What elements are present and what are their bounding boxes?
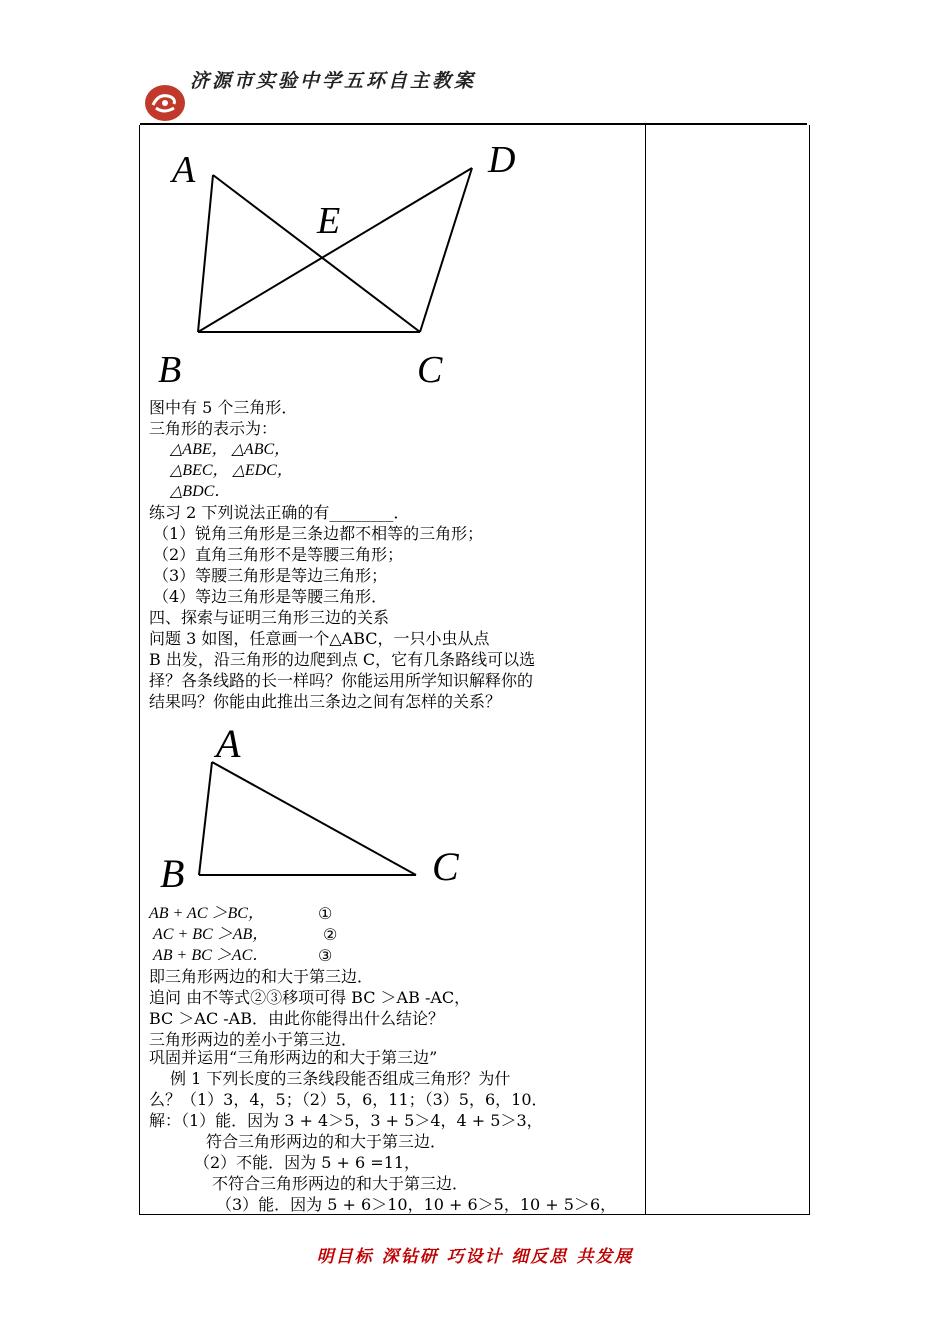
example-1-question-line-1: 例 1 下列长度的三条线段能否组成三角形？为什: [170, 1069, 511, 1088]
label-c: C: [432, 844, 459, 889]
example-1-answer-line-5: （3）能．因为 5 + 6＞10，10 + 6＞5，10 + 5＞6，: [216, 1195, 617, 1214]
segment-bd: [198, 168, 472, 332]
figure-triangle-abc: [150, 715, 480, 900]
exercise-2-item-3: （3）等腰三角形是等边三角形；: [153, 566, 388, 585]
section-4-heading: 四、探索与证明三角形三边的关系: [149, 608, 390, 627]
label-b: B: [158, 349, 182, 391]
example-1-question-line-2: 么？（1）3，4，5；（2）5，6，11；（3）5，6，10．: [149, 1090, 548, 1109]
example-1-answer-line-4: 不符合三角形两边的和大于第三边．: [212, 1174, 469, 1193]
label-b: B: [160, 851, 185, 896]
followup-line-2: BC ＞AC -AB．由此你能得出什么结论？: [149, 1009, 444, 1028]
question-3-line-4: 结果吗？你能由此推出三条边之间有怎样的关系？: [149, 692, 502, 711]
label-a: A: [216, 721, 241, 766]
segment-ac: [213, 175, 420, 332]
exercise-2-item-2: （2）直角三角形不是等腰三角形；: [153, 545, 404, 564]
question-3-line-3: 择？各条线路的长一样吗？你能运用所学知识解释你的: [149, 671, 534, 690]
label-a: A: [172, 149, 196, 191]
example-1-answer-line-3: （2）不能．因为 5 + 6 =11，: [194, 1153, 421, 1172]
triangle-list-1: △ABE， △ABC，: [170, 441, 291, 458]
table-column-divider: [645, 125, 646, 1215]
triangle-notation-intro: 三角形的表示为：: [149, 419, 278, 438]
exercise-2-item-4: （4）等边三角形是等腰三角形．: [153, 587, 388, 606]
inequality-2-mark: ②: [323, 925, 338, 944]
triangle-list-3: △BDC．: [170, 483, 231, 500]
inequality-1: AB + AC ＞BC，: [149, 905, 264, 922]
inequality-1-mark: ①: [318, 904, 333, 923]
document-header-title: 济源市实验中学五环自主教案: [190, 70, 477, 92]
segment-ab: [199, 762, 212, 875]
triangle-count-text: 图中有 5 个三角形．: [149, 398, 298, 417]
example-1-answer-line-1: 解：（1）能．因为 3 + 4＞5，3 + 5＞4，4 + 5＞3，: [149, 1111, 543, 1130]
exercise-2-item-1: （1）锐角三角形是三条边都不相等的三角形；: [153, 524, 484, 543]
inequality-3: AB + BC ＞AC．: [153, 947, 269, 964]
example-1-answer-line-2: 符合三角形两边的和大于第三边．: [206, 1132, 447, 1151]
footer-motto: 明目标 深钻研 巧设计 细反思 共发展: [316, 1247, 634, 1267]
label-e: E: [317, 200, 341, 242]
triangle-list-2: △BEC， △EDC，: [170, 462, 293, 479]
inequality-2: AC + BC ＞AB，: [153, 926, 269, 943]
segment-cd: [420, 168, 472, 332]
exercise-2-title: 练习 2 下列说法正确的有________．: [149, 503, 410, 522]
conclusion-difference: 三角形两边的差小于第三边．: [149, 1030, 358, 1049]
question-3-line-1: 问题 3 如图，任意画一个△ABC，一只小虫从点: [149, 629, 490, 648]
figure-quadrilateral-diagonals: [150, 135, 540, 395]
question-3-line-2: B 出发，沿三角形的边爬到点 C，它有几条路线可以选: [149, 650, 536, 669]
consolidation-heading: 巩固并运用“三角形两边的和大于第三边”: [149, 1048, 438, 1067]
conclusion-sum: 即三角形两边的和大于第三边．: [149, 967, 374, 986]
label-c: C: [417, 349, 443, 391]
segment-ac: [212, 762, 416, 875]
followup-line-1: 追问 由不等式②③移项可得 BC ＞AB -AC，: [149, 988, 471, 1007]
school-logo-icon: [144, 84, 186, 122]
inequality-3-mark: ③: [318, 946, 333, 965]
segment-ab: [198, 175, 213, 332]
label-d: D: [488, 139, 516, 181]
